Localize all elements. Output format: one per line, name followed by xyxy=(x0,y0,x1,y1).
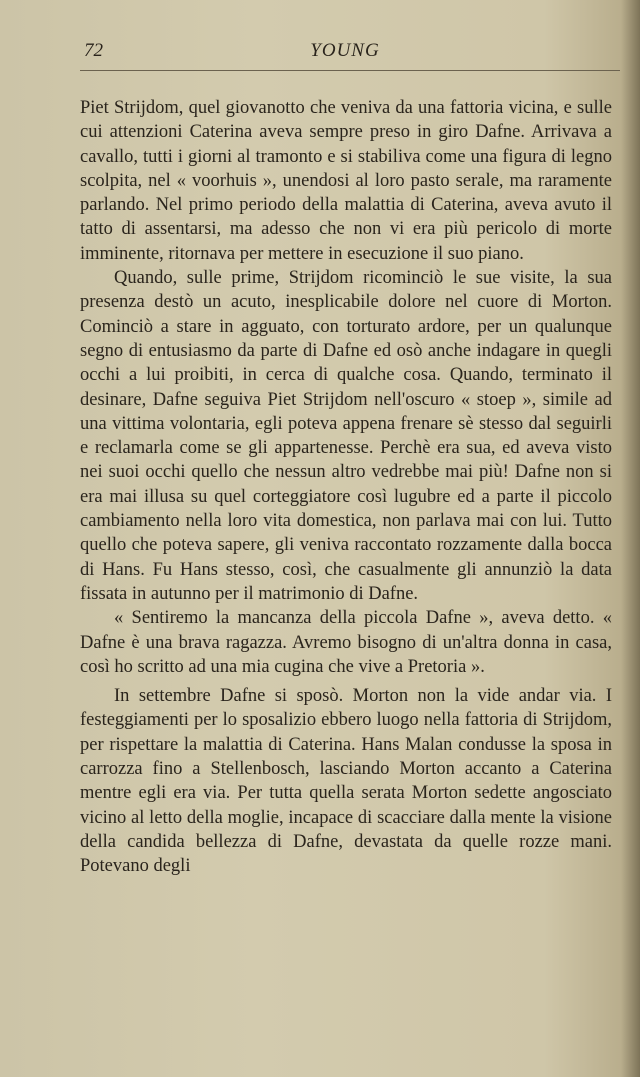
body-text xyxy=(80,96,612,879)
running-title: YOUNG xyxy=(310,40,380,61)
header-rule xyxy=(80,70,620,71)
paragraph: Piet Strijdom, quel giovanotto che veniva da una fattoria vicina, e sulle cui attenzioni Caterina aveva sempre preso in giro Dafne. Arrivava a cavallo, tutti i giorni al tramonto e si stabiliva come una figura di legno scolpita, nel « voorhuis », unendosi al loro pasto serale, ma raramente parlando. Nel primo periodo della malattia di Caterina, aveva avuto il tatto di assentarsi, ma adesso che non vi era più pericolo di morte imminente, ritornava per mettere in esecuzione il suo piano. xyxy=(80,98,612,264)
paragraph: Quando, sulle prime, Strijdom ricominciò le sue visite, la sua presenza destò un acuto, inesplicabile dolore nel cuore di Morton. Cominciò a stare in agguato, con torturato ardore, per un qualunque segno di entusiasmo da parte di Dafne ed osò anche indagare in quegli occhi a lui proibiti, in cerca di qualche cosa. Quando, terminato il desinare, Dafne seguiva Piet Strijdom nell'oscuro « stoep », simile ad una vittima volontaria, egli poteva appena frenare sè stesso dal seguirli e reclamarla come se gli appartenesse. Perchè era sua, ed aveva visto nei suoi occhi quello che nessun altro vedrebbe mai più! Dafne non si era mai illusa su quel corteggiatore così lugubre ed a parte il piccolo cambiamento nella loro vita domestica, non parlava mai con lui. Tutto quello che poteva sapere, gli veniva raccontato rozzamente dalla bocca di Hans. Fu Hans stesso, così, che casualmente gli annunziò la data fissata in autunno per il matrimonio di Dafne. xyxy=(80,268,612,604)
page-number: 72 xyxy=(84,40,103,61)
paragraph: In settembre Dafne si sposò. Morton non la vide andar via. I festeggiamenti per lo sposalizio ebbero luogo nella fattoria di Strijdom, per rispettare la malattia di Caterina. Hans Malan condusse la sposa in carrozza fino a Stellenbosch, lasciando Morton accanto a Caterina mentre egli era via. Per tutta quella serata Morton sedette angosciato vicino al letto della moglie, incapace di scacciare dalla mente la visione della candida bellezza di Dafne, devastata da quelle rozze mani. Potevano degli xyxy=(80,686,612,877)
page-header xyxy=(80,40,610,66)
paragraph: « Sentiremo la mancanza della piccola Dafne », aveva detto. « Dafne è una brava ragazza. Avremo bisogno di un'altra donna in casa, così ho scritto ad una mia cugina che vive a Pretoria ». xyxy=(80,608,612,677)
